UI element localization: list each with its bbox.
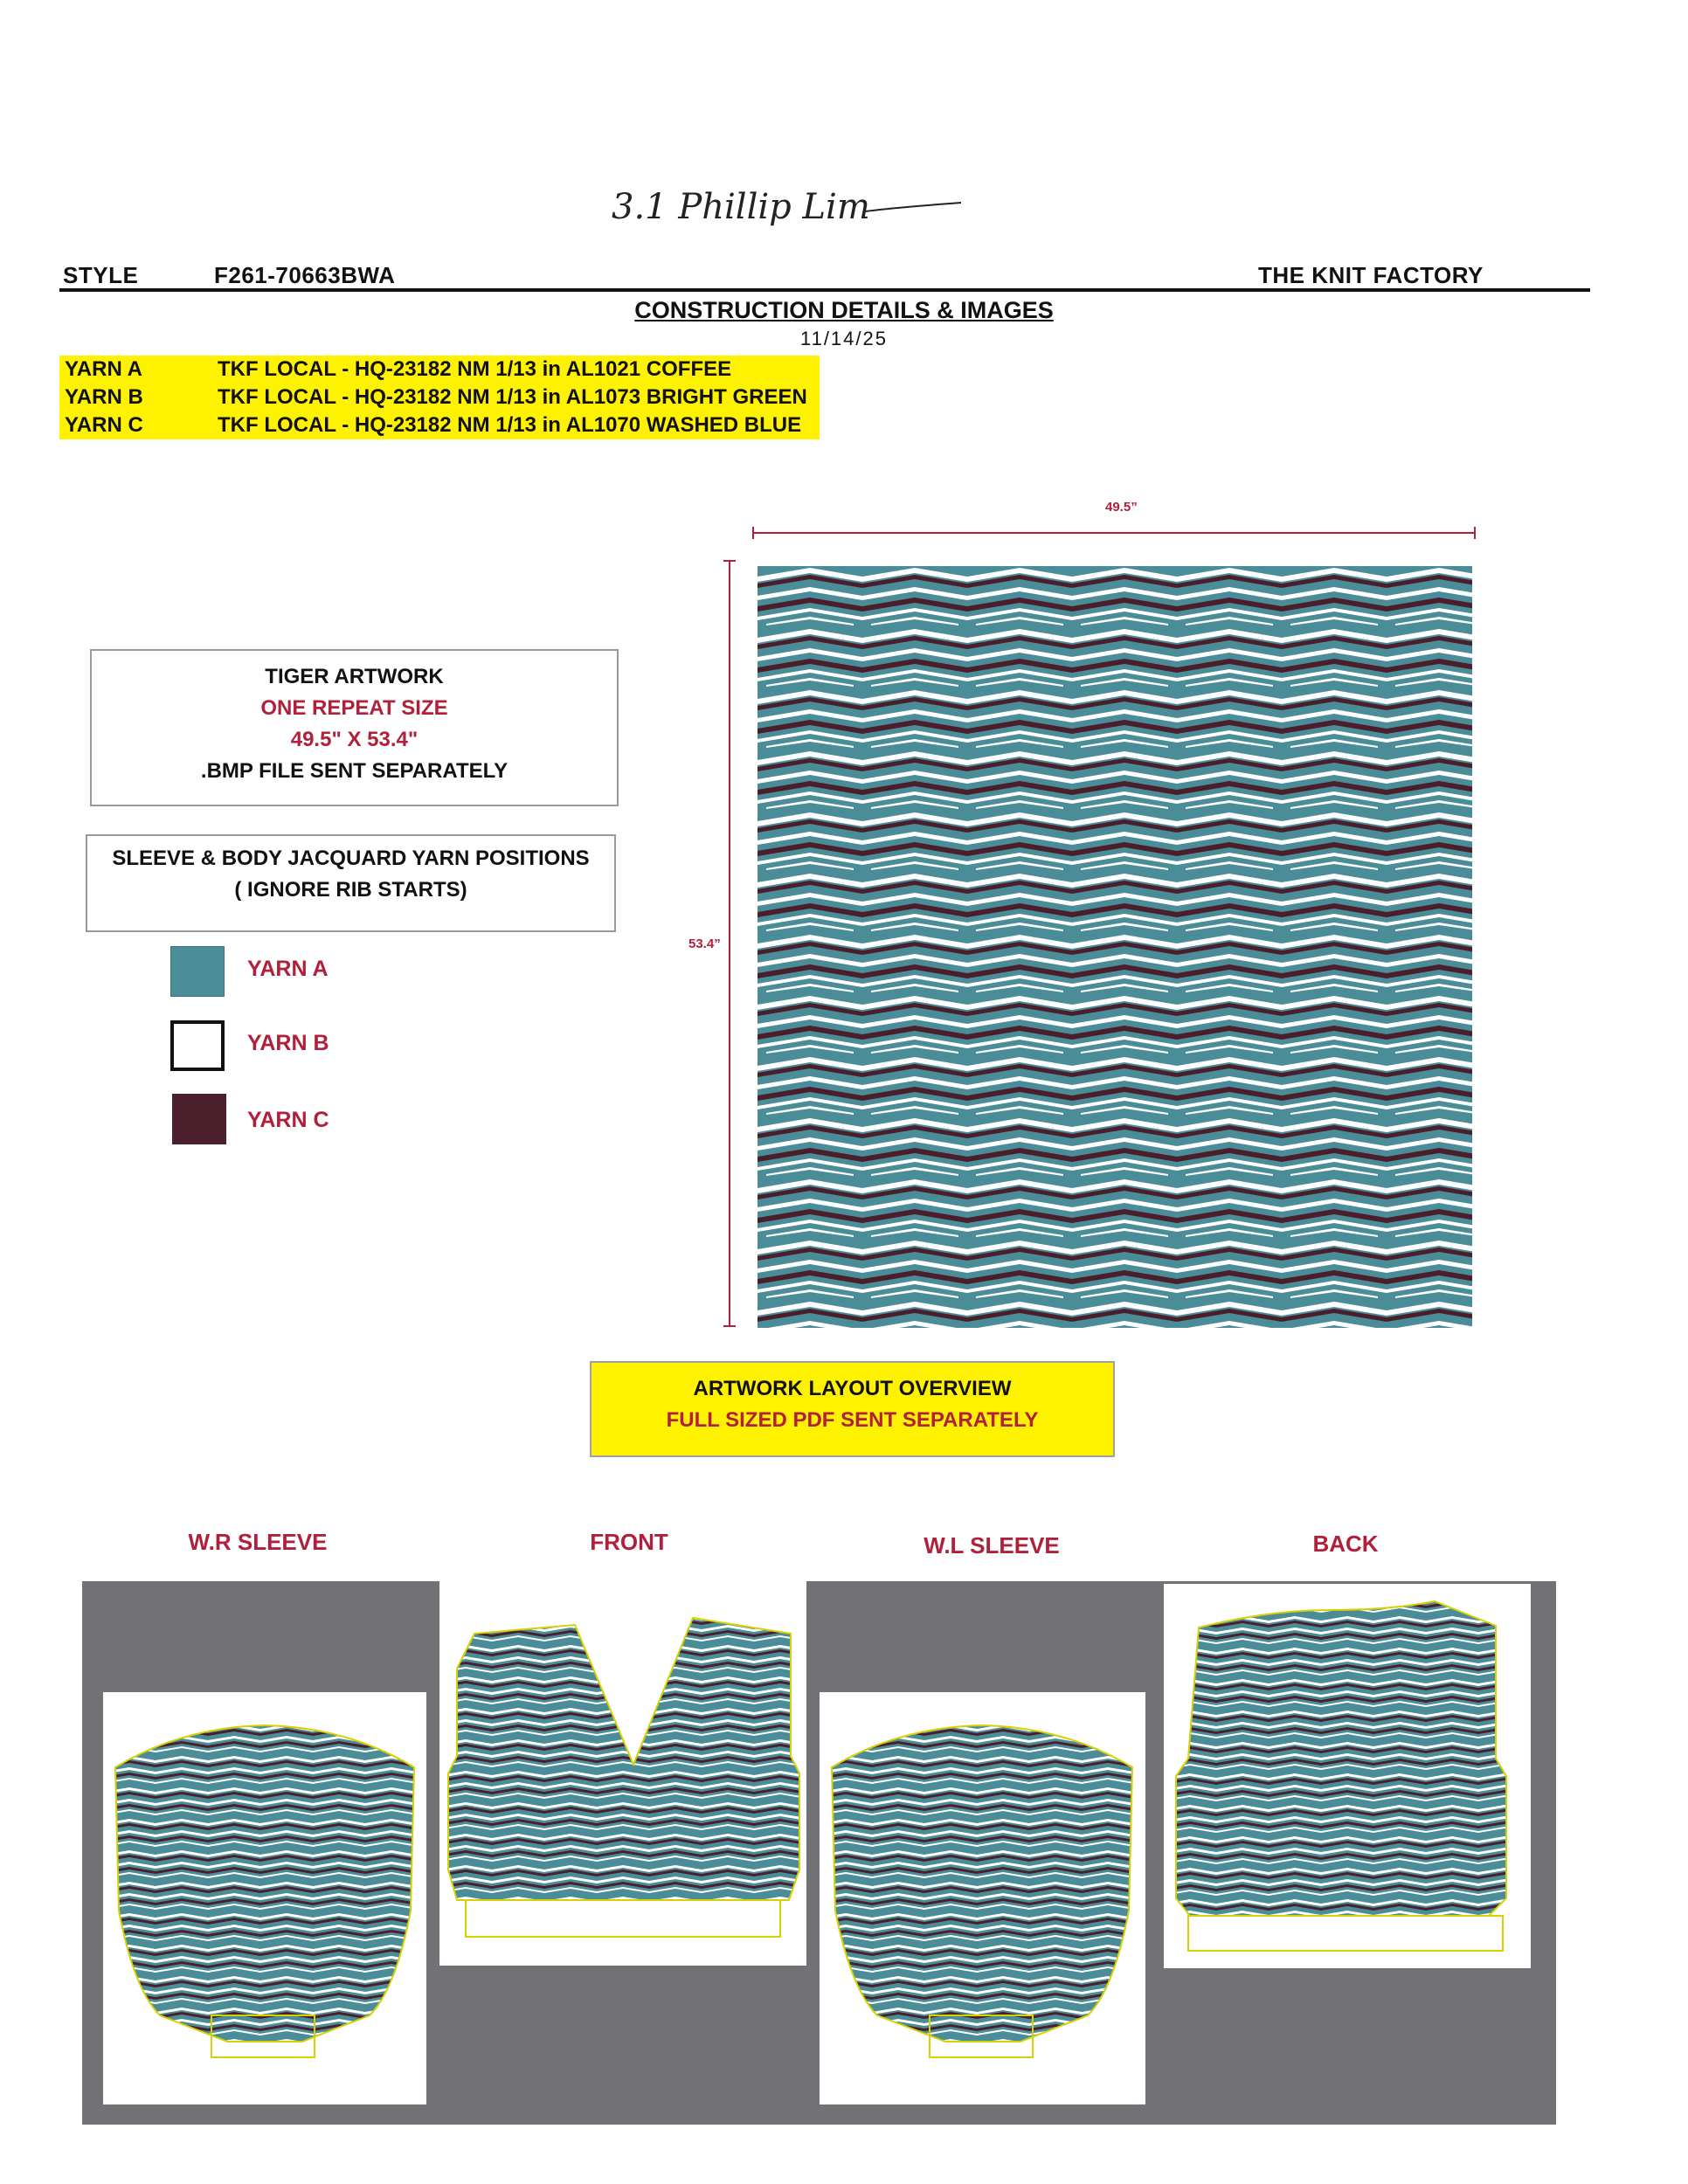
page-title: CONSTRUCTION DETAILS & IMAGES — [634, 297, 1054, 323]
brand-logo — [603, 157, 970, 253]
header-rule — [59, 288, 1590, 292]
wl-sleeve-card — [820, 1692, 1145, 2105]
back-label: BACK — [1312, 1531, 1379, 1557]
style-label: STYLE — [63, 262, 139, 288]
yarn-positions-title: SLEEVE & BODY JACQUARD YARN POSITIONS — [112, 847, 590, 870]
yarn-description: TKF LOCAL - HQ-23182 NM 1/13 in AL1073 BRIGHT GREEN — [218, 385, 807, 409]
yarn-row-a — [59, 356, 820, 384]
yarn-label: YARN A — [65, 357, 142, 381]
layout-overview-title: ARTWORK LAYOUT OVERVIEW — [693, 1377, 1012, 1400]
tiger-artwork-title: TIGER ARTWORK — [265, 665, 444, 688]
yarn-b-swatch — [170, 1020, 225, 1071]
wr-sleeve-card — [103, 1692, 426, 2105]
front-card — [439, 1581, 806, 1966]
tiger-artwork-box — [90, 649, 619, 806]
wr-sleeve-label: W.R SLEEVE — [188, 1529, 328, 1555]
height-dimension-line — [721, 559, 738, 1328]
yarn-c-swatch — [172, 1094, 226, 1144]
yarn-row-c — [59, 411, 820, 439]
ignore-rib-note: ( IGNORE RIB STARTS) — [234, 878, 467, 902]
yarn-label: YARN B — [65, 385, 143, 409]
bmp-file-note: .BMP FILE SENT SEPARATELY — [200, 759, 508, 783]
tiger-artwork-image — [758, 566, 1472, 1328]
brand-logo-text: 3.1 Phillip Lim — [612, 187, 870, 227]
width-dimension-line — [751, 524, 1477, 542]
yarn-description: TKF LOCAL - HQ-23182 NM 1/13 in AL1070 WASHED BLUE — [218, 413, 802, 437]
legend-yarn-c: YARN C — [247, 1108, 329, 1132]
page-date: 11/14/25 — [799, 328, 888, 349]
artwork-height-label: 53.4” — [688, 936, 721, 951]
yarn-a-swatch — [170, 946, 225, 997]
yarn-row-b — [59, 384, 820, 411]
yarn-positions-box — [86, 834, 616, 932]
front-label: FRONT — [590, 1529, 668, 1555]
wl-sleeve-label: W.L SLEEVE — [924, 1532, 1060, 1559]
yarn-table — [59, 356, 820, 439]
legend-yarn-a: YARN A — [247, 957, 329, 981]
repeat-size-label: ONE REPEAT SIZE — [260, 696, 448, 720]
yarn-description: TKF LOCAL - HQ-23182 NM 1/13 in AL1021 COFFEE — [218, 357, 732, 381]
legend-yarn-b: YARN B — [247, 1031, 329, 1055]
style-number: F261-70663BWA — [214, 262, 396, 288]
factory-name: THE KNIT FACTORY — [1258, 262, 1484, 288]
layout-overview-box — [590, 1361, 1115, 1457]
back-card — [1164, 1584, 1531, 1968]
artwork-width-label: 49.5” — [1105, 500, 1138, 515]
repeat-size-value: 49.5" X 53.4" — [290, 728, 419, 751]
full-pdf-note: FULL SIZED PDF SENT SEPARATELY — [666, 1408, 1039, 1432]
yarn-label: YARN C — [65, 413, 143, 437]
